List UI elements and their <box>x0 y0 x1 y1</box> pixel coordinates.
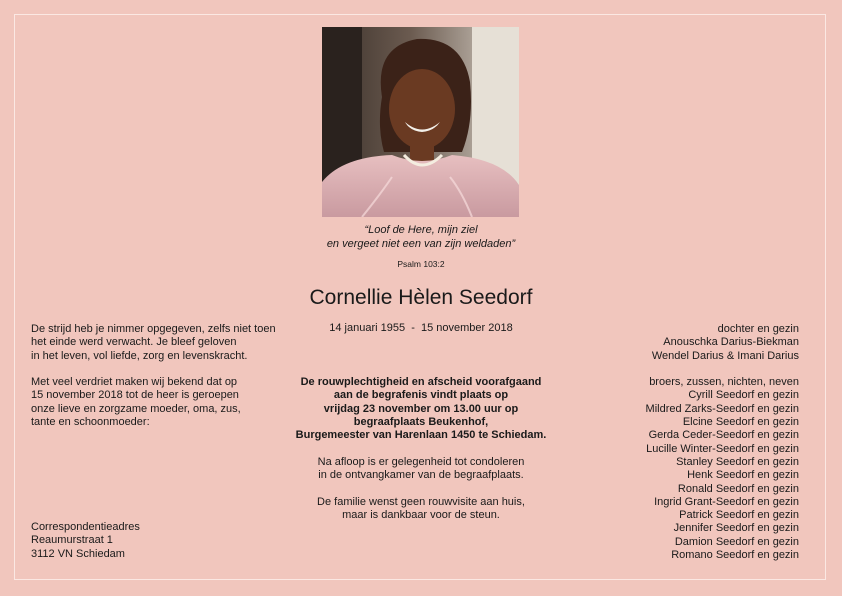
family-line: Mildred Zarks-Seedorf en gezin <box>645 402 799 415</box>
ceremony-details <box>250 376 592 522</box>
life-dates: 14 januari 1955 - 15 november 2018 <box>329 322 513 334</box>
text-line: De strijd heb je nimmer opgegeven, zelfs niet toen <box>31 323 276 335</box>
portrait-photo <box>322 27 519 217</box>
no-visit-line: maar is dankbaar voor de steun. <box>342 508 500 521</box>
verse-reference: Psalm 103:2 <box>397 259 445 269</box>
family-line: Gerda Ceder-Seedorf en gezin <box>648 429 799 442</box>
verse-line-2: en vergeet niet een van zijn weldaden” <box>326 238 516 250</box>
verse-line-1: “Loof de Here, mijn ziel <box>364 224 478 236</box>
family-line: Cyrill Seedorf en gezin <box>688 389 799 402</box>
spacer <box>250 442 592 455</box>
text-line: onze lieve en zorgzame moeder, oma, zus, <box>31 402 241 415</box>
text-line: 15 november 2018 tot de heer is geroepen <box>31 389 239 402</box>
family-line: Wendel Darius & Imani Darius <box>651 349 799 362</box>
correspondence-address <box>31 521 140 561</box>
address-label: Correspondentieadres <box>31 521 140 533</box>
family-list <box>646 323 799 562</box>
family-line: Lucille Winter-Seedorf en gezin <box>646 442 799 455</box>
ceremony-line: Burgemeester van Harenlaan 1450 te Schiedam. <box>295 429 547 442</box>
family-line: Ronald Seedorf en gezin <box>677 482 799 495</box>
announcement-text <box>31 323 276 429</box>
address-street: Reaumurstraat 1 <box>31 534 113 547</box>
condolence-line: in de ontvangkamer van de begraafplaats. <box>318 469 524 482</box>
family-line: broers, zussen, nichten, neven <box>649 376 799 389</box>
ceremony-line: vrijdag 23 november om 13.00 uur op <box>323 402 519 415</box>
text-line: in het leven, vol liefde, zorg en levenskracht. <box>31 349 248 362</box>
family-line: Stanley Seedorf en gezin <box>676 455 799 468</box>
family-line: Jennifer Seedorf en gezin <box>673 522 799 535</box>
deceased-name: Cornellie Hèlen Seedorf <box>309 286 533 309</box>
family-line: Elcine Seedorf en gezin <box>682 416 799 429</box>
spacer <box>646 363 799 376</box>
family-line: Ingrid Grant-Seedorf en gezin <box>654 495 799 508</box>
family-line: Patrick Seedorf en gezin <box>679 509 799 522</box>
bible-verse <box>250 223 592 251</box>
text-line: het einde werd verwacht. Je bleef geloven <box>31 336 237 349</box>
family-line: Damion Seedorf en gezin <box>674 535 799 548</box>
spacer <box>250 482 592 495</box>
condolence-line: Na afloop is er gelegenheid tot condoleren <box>317 455 525 468</box>
family-line: Henk Seedorf en gezin <box>687 469 799 482</box>
no-visit-line: De familie wenst geen rouwvisite aan huis, <box>317 495 525 508</box>
family-line: dochter en gezin <box>717 323 799 335</box>
ceremony-line: aan de begrafenis vindt plaats op <box>333 389 509 402</box>
ceremony-line: begraafplaats Beukenhof, <box>353 415 489 428</box>
family-line: Romano Seedorf en gezin <box>671 549 799 562</box>
address-city: 3112 VN Schiedam <box>31 547 125 560</box>
text-line: Met veel verdriet maken wij bekend dat op <box>31 376 238 389</box>
family-line: Anouschka Darius-Biekman <box>663 336 799 349</box>
spacer <box>31 363 276 376</box>
ceremony-line: De rouwplechtigheid en afscheid voorafgaand <box>300 376 542 388</box>
ceremony-announcement <box>250 376 592 442</box>
text-line: tante en schoonmoeder: <box>31 416 150 429</box>
